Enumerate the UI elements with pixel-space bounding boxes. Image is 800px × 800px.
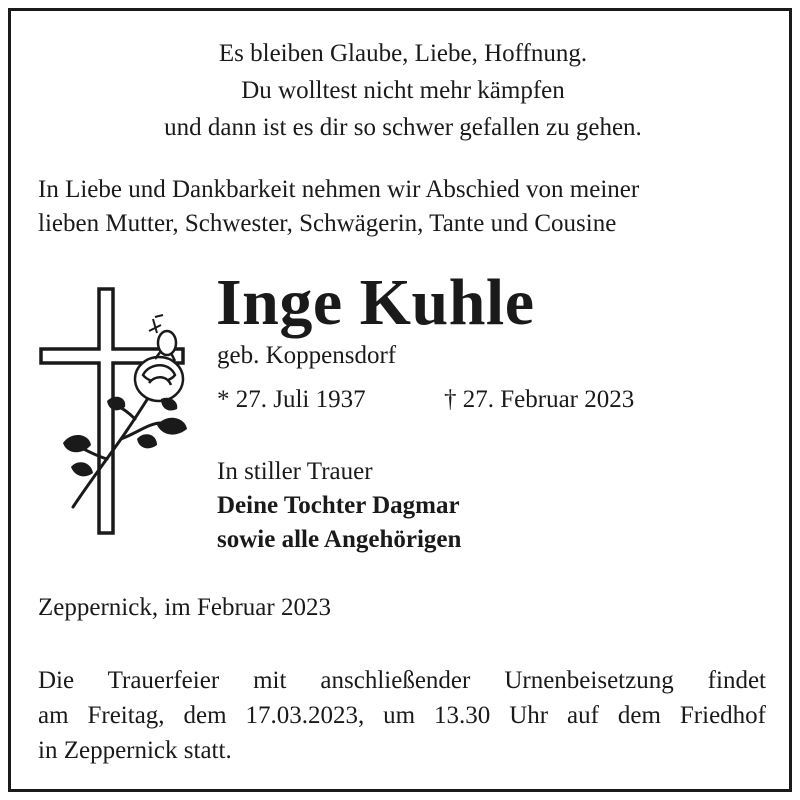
obituary-notice [8,8,792,792]
intro-line: In Liebe und Dankbarkeit nehmen wir Abschied von meiner [38,176,640,203]
mourner-line: Deine Tochter Dagmar [217,492,460,519]
motto-line: und dann ist es dir so schwer gefallen zu gehen. [164,114,642,141]
motto-verse [11,35,795,146]
funeral-line: Die Trauerfeier mit anschließender Urnenbeisetzung findet [38,667,766,694]
birth-name: geb. Koppensdorf [217,342,397,369]
intro-line: lieben Mutter, Schwester, Schwägerin, Tante und Cousine [38,210,617,237]
birth-date: * 27. Juli 1937 [217,386,366,413]
funeral-line: in Zeppernick statt. [38,737,232,764]
motto-line: Es bleiben Glaube, Liebe, Hoffnung. [218,40,588,67]
mourners-block [217,455,461,557]
motto-line: Du wolltest nicht mehr kämpfen [241,77,565,104]
mourners-intro: In stiller Trauer [217,458,373,485]
place-date: Zeppernick, im Februar 2023 [38,594,331,621]
funeral-line: am Freitag, dem 17.03.2023, um 13.30 Uhr auf dem Friedhof [38,702,766,729]
death-date: † 27. Februar 2023 [444,386,635,413]
mourner-line: sowie alle Angehörigen [217,526,462,553]
cross-with-rose-icon [37,283,191,539]
farewell-intro [38,173,639,241]
deceased-name: Inge Kuhle [216,266,535,339]
funeral-details [38,663,766,768]
